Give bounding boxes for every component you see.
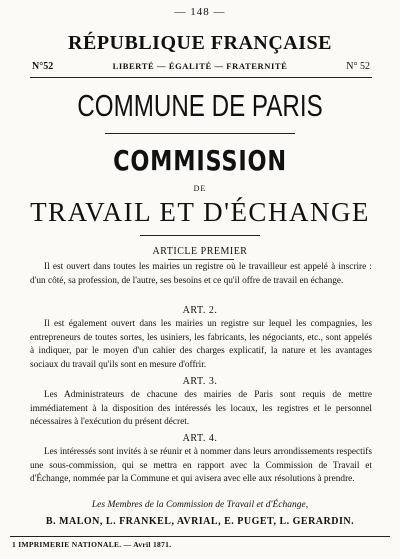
number-right: N° 52 — [346, 61, 370, 72]
signers-line: B. MALON, L. FRANKEL, AVRIAL, E. PUGET, L. GERARDIN. — [45, 516, 355, 527]
article-2-title: ART. 2. — [182, 305, 218, 316]
de-word: DE — [193, 184, 207, 193]
article-4-title: ART. 4. — [182, 433, 218, 444]
commission-title: COMMISSION — [113, 144, 287, 177]
motto: LIBERTÉ — ÉGALITÉ — FRATERNITÉ — [112, 61, 288, 71]
article-1-title: ARTICLE PREMIER — [152, 246, 248, 257]
travail-title: TRAVAIL ET D'ÉCHANGE — [30, 197, 370, 227]
article-3-text: Les Administrateurs de chacune des mairies de Paris sont requis de mettre immédiatement à la disposition des intéressés les locaux, les registres et le personnel nécessaires à l'exécution du présent décret. — [30, 390, 372, 427]
number-left: N°52 — [32, 61, 54, 72]
article-4-text: Les intéressés sont invités à se réunir et à nommer dans leurs arrondissements respectifs une sous-commission, qui se mettra en rapport avec la Commission de Travail et d'Échange, nommée par la Commune et qui avisera avec elle aux résolutions à prendre. — [30, 447, 372, 484]
members-line: Les Membres de la Commission de Travail et d'Échange, — [91, 500, 309, 510]
article-1-text: Il est ouvert dans toutes les mairies un registre où le travailleur est appelé à inscrire : d'un côté, sa profession, de l'autre, ses besoins et ce qu'il offre de travail en échange. — [30, 262, 372, 286]
republic-heading: RÉPUBLIQUE FRANÇAISE — [68, 32, 332, 54]
page-number: — 148 — — [174, 6, 226, 18]
article-1-underline — [168, 259, 234, 260]
title-rule — [105, 133, 295, 134]
footer-rule — [10, 536, 390, 537]
article-2-text: Il est également ouvert dans les mairies un registre sur lequel les compagnies, les entrepreneurs de toutes sortes, les usiniers, les fabricants, les négociants, etc., sont appelés à indiquer, par le moyen d'un cahier des charges explicatif, la nature et les avantages sociaux du travail qu'ils sont en mesure d'offrir. — [30, 319, 372, 370]
article-3-title: ART. 3. — [182, 376, 218, 387]
header-rule — [30, 77, 372, 78]
imprint: 1 IMPRIMERIE NATIONALE. — Avril 1871. — [12, 540, 172, 549]
section-rule — [140, 235, 260, 236]
commune-title: COMMUNE DE PARIS — [77, 88, 323, 123]
